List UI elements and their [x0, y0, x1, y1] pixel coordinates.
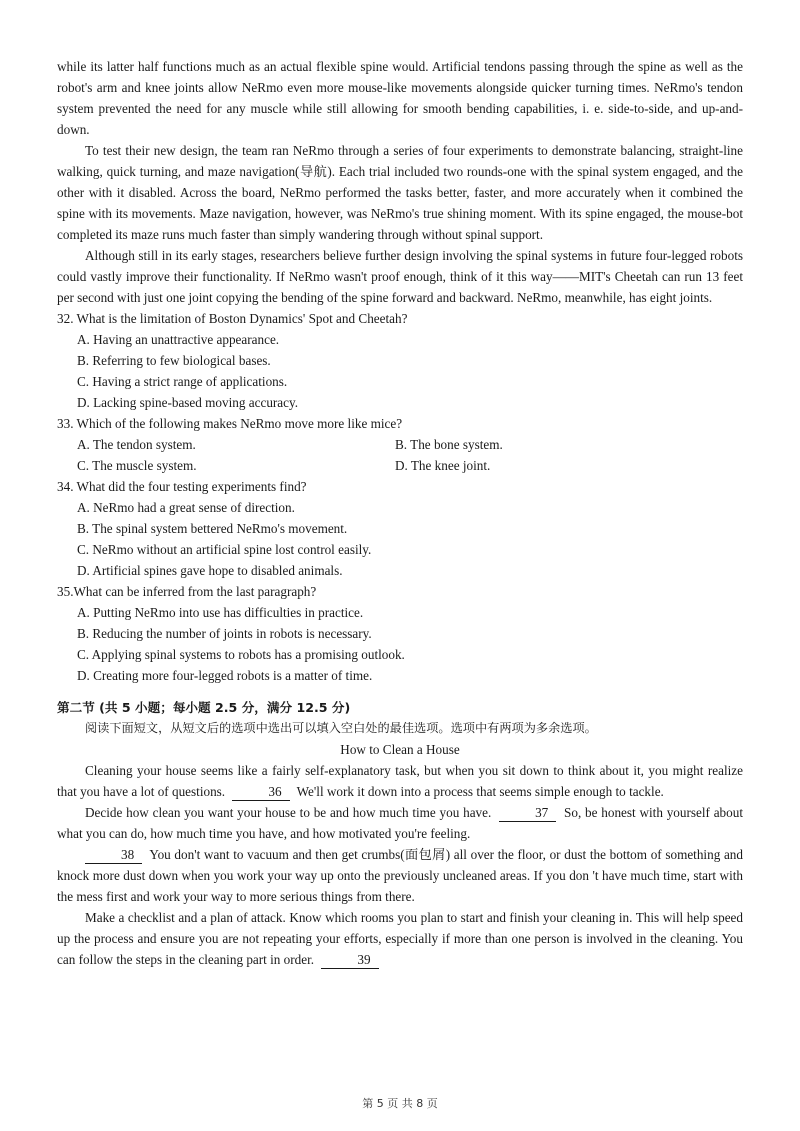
- option-a: A. Having an unattractive appearance.: [77, 332, 280, 347]
- section-heading: 第二节 (共 5 小题；每小题 2.5 分，满分 12.5 分): [57, 700, 351, 715]
- blank-39: 39: [321, 952, 378, 969]
- cloze-text: Cleaning your house seems like a fairly self-explanatory task, but when you sit down to think about it, you might realize that you have a lot of questions.: [57, 763, 743, 799]
- option-a: A. Putting NeRmo into use has difficulties in practice.: [77, 605, 364, 620]
- passage-paragraph-3: Although still in its early stages, researchers believe further design involving the spinal systems in future four-legged robots could vastly improve their functionality. If NeRmo wasn't proof enough, think of it this way——MIT's Cheetah can run 13 feet per second with just one joint copying the bending of the spine forward and backward. NeRmo, meanwhile, has eight joints.: [57, 248, 743, 305]
- option-d: D. Artificial spines gave hope to disabled animals.: [77, 563, 343, 578]
- question-34: [57, 476, 743, 581]
- question-33: [57, 413, 743, 476]
- cloze-paragraph-1: [57, 760, 743, 802]
- page-number: 第 5 页 共 8 页: [362, 1097, 438, 1110]
- option-row: [77, 434, 743, 455]
- cloze-paragraph-4: [57, 907, 743, 970]
- blank-36: 36: [232, 784, 289, 801]
- option-d: D. Lacking spine-based moving accuracy.: [77, 395, 299, 410]
- option-b: B. The spinal system bettered NeRmo's movement.: [77, 521, 348, 536]
- option-c: C. Applying spinal systems to robots has a promising outlook.: [77, 647, 405, 662]
- cloze-text: You don't want to vacuum and then get crumbs(面包屑) all over the floor, or dust the bottom of something and knock more dust down when you work your way up onto the previously uncleaned areas. If you don 't have much time, start with the mess first and work your way to more serious things from there.: [57, 847, 743, 904]
- option-b: B. Reducing the number of joints in robots is necessary.: [77, 626, 372, 641]
- question-35: [57, 581, 743, 686]
- option-c: C. Having a strict range of applications.: [77, 374, 288, 389]
- exam-page: [57, 56, 743, 970]
- cloze-text: Make a checklist and a plan of attack. Know which rooms you plan to start and finish your cleaning in. This will help speed up the process and ensure you are not repeating your efforts, especially if more than one person is involved in the cleaning. You can follow the steps in the cleaning part in order.: [57, 910, 743, 967]
- question-stem: 35.What can be inferred from the last paragraph?: [57, 584, 317, 599]
- option-b: B. Referring to few biological bases.: [77, 353, 271, 368]
- option-c: C. NeRmo without an artificial spine lost control easily.: [77, 542, 372, 557]
- question-32: [57, 308, 743, 413]
- question-stem: 34. What did the four testing experiments find?: [57, 479, 307, 494]
- passage-title: How to Clean a House: [340, 742, 460, 757]
- cloze-text: Decide how clean you want your house to be and how much time you have.: [85, 805, 492, 820]
- option-d: D. The knee joint.: [395, 458, 491, 473]
- blank-37: 37: [499, 805, 556, 822]
- passage-paragraph-2: To test their new design, the team ran NeRmo through a series of four experiments to demonstrate balancing, straight-line walking, quick turning, and maze navigation(导航). Each trial included two rounds-one with the spinal system engaged, and the other with it disabled. Across the board, NeRmo performed the tasks better, faster, and more accurately when it combined the spine with its movements. Maze navigation, however, was NeRmo's true shining moment. With its spine engaged, the mouse-bot completed its maze runs much faster than simply wandering through without spinal support.: [57, 143, 743, 242]
- cloze-text: We'll work it down into a process that seems simple enough to tackle.: [296, 784, 664, 799]
- question-stem: 32. What is the limitation of Boston Dynamics' Spot and Cheetah?: [57, 311, 408, 326]
- option-a: A. NeRmo had a great sense of direction.: [77, 500, 295, 515]
- option-row: [77, 455, 743, 476]
- question-stem: 33. Which of the following makes NeRmo move more like mice?: [57, 416, 403, 431]
- cloze-paragraph-3: [57, 844, 743, 907]
- cloze-text: So, be honest with yourself about what you can do, how much time you have, and how motivated you're feeling.: [57, 805, 744, 841]
- passage-paragraph-1-tail: while its latter half functions much as an actual flexible spine would. Artificial tendons passing through the spine as well as the robot's arm and knee joints allow NeRmo even more mouse-like movements alongside quicker turning times. NeRmo's tendon system prevented the need for any muscle while still allowing for smooth bending capabilities, i. e. side-to-side, and up-and-down.: [57, 59, 743, 137]
- option-b: B. The bone system.: [395, 437, 503, 452]
- blank-38: 38: [85, 847, 142, 864]
- option-d: D. Creating more four-legged robots is a matter of time.: [77, 668, 373, 683]
- option-a: A. The tendon system.: [77, 437, 196, 452]
- cloze-paragraph-2: [57, 802, 743, 844]
- option-c: C. The muscle system.: [77, 458, 197, 473]
- section-instructions: 阅读下面短文，从短文后的选项中选出可以填入空白处的最佳选项。选项中有两项为多余选项。: [85, 721, 597, 735]
